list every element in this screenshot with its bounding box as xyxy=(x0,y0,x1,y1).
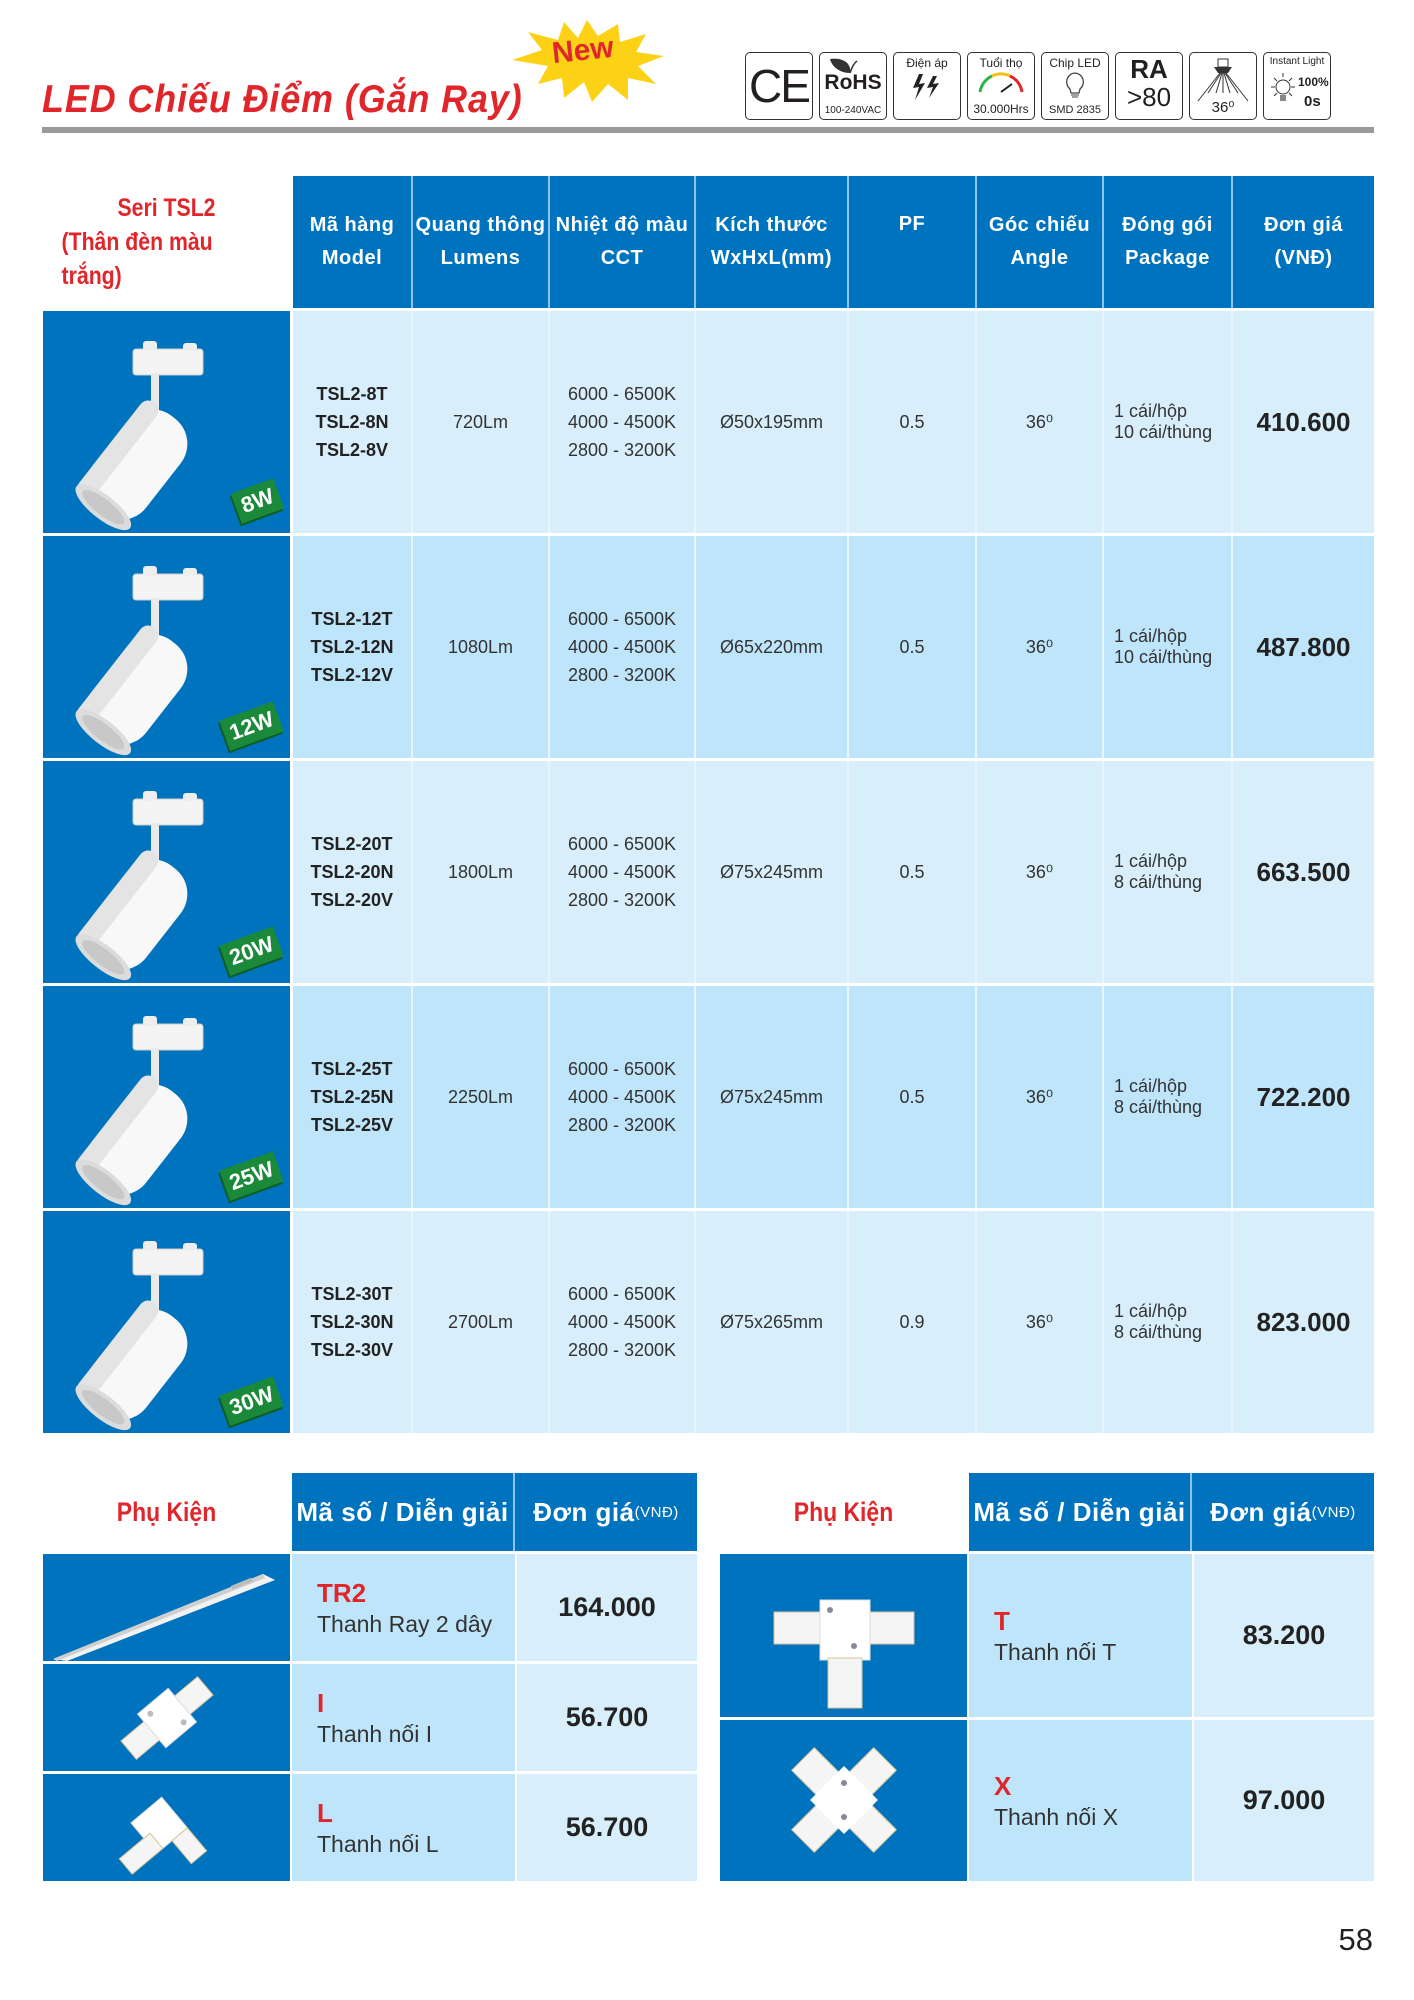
new-badge xyxy=(508,18,666,104)
cct-cell: 6000 - 6500K 4000 - 4500K 2800 - 3200K xyxy=(550,986,696,1208)
accessory-code: L xyxy=(317,1797,333,1828)
accessory-row xyxy=(43,1774,697,1881)
pf-cell: 0.5 xyxy=(849,536,977,758)
title-divider xyxy=(42,127,1374,133)
t-connector-icon xyxy=(720,1554,967,1717)
ra-icon: RA xyxy=(1130,54,1168,84)
size-cell: Ø65x220mm xyxy=(696,536,849,758)
package-cell: 1 cái/hộp 10 cái/thùng xyxy=(1104,311,1233,533)
col-header-size: Kích thước WxHxL(mm) xyxy=(696,176,849,308)
table-row xyxy=(43,311,1374,533)
beam-angle-badge: 36⁰ xyxy=(1189,52,1257,120)
accessory-name: Thanh nối T xyxy=(994,1638,1117,1665)
lightning-icon xyxy=(909,74,945,100)
model-cell: TSL2-8T TSL2-8N TSL2-8V xyxy=(293,311,413,533)
ra-badge: RA >80 xyxy=(1115,52,1183,120)
price-cell: 487.800 xyxy=(1256,632,1351,662)
angle-cell: 36⁰ xyxy=(977,1211,1104,1433)
package-cell: 1 cái/hộp 10 cái/thùng xyxy=(1104,536,1233,758)
accessory-code: I xyxy=(317,1687,325,1718)
accessory-price: 56.700 xyxy=(517,1774,697,1881)
lumens-cell: 1080Lm xyxy=(413,536,550,758)
page-title: LED Chiếu Điểm (Gắn Ray) xyxy=(42,78,523,121)
table-row xyxy=(43,986,1374,1208)
model-cell: TSL2-30T TSL2-30N TSL2-30V xyxy=(293,1211,413,1433)
cct-cell: 6000 - 6500K 4000 - 4500K 2800 - 3200K xyxy=(550,536,696,758)
price-cell: 823.000 xyxy=(1256,1307,1351,1337)
table-row xyxy=(43,761,1374,983)
angle-cell: 36⁰ xyxy=(977,311,1104,533)
model-cell: TSL2-25T TSL2-25N TSL2-25V xyxy=(293,986,413,1208)
accessories-header xyxy=(292,1473,697,1551)
wattage-badge: 25W xyxy=(219,1151,284,1201)
accessories-title: Phụ Kiện xyxy=(793,1496,894,1527)
lumens-cell: 2250Lm xyxy=(413,986,550,1208)
col-header-price: Đơn giá (VNĐ) xyxy=(1233,176,1374,308)
new-badge-label: New xyxy=(550,30,616,71)
accessory-name: Thanh nối L xyxy=(317,1830,439,1857)
col-header-package: Đóng gói Package xyxy=(1104,176,1233,308)
size-cell: Ø75x245mm xyxy=(696,761,849,983)
size-cell: Ø75x265mm xyxy=(696,1211,849,1433)
price-cell: 663.500 xyxy=(1256,857,1351,887)
model-cell: TSL2-12T TSL2-12N TSL2-12V xyxy=(293,536,413,758)
voltage-badge: Điện áp xyxy=(893,52,961,120)
beam-angle-icon xyxy=(1194,57,1252,103)
wattage-badge: 8W xyxy=(231,478,284,523)
track-rail-icon xyxy=(43,1554,290,1661)
accessory-image xyxy=(43,1774,290,1881)
angle-cell: 36⁰ xyxy=(977,536,1104,758)
accessory-image xyxy=(720,1554,967,1717)
package-cell: 1 cái/hộp 8 cái/thùng xyxy=(1104,986,1233,1208)
x-connector-icon xyxy=(720,1720,967,1881)
product-image xyxy=(43,761,290,983)
col-header-pf: PF xyxy=(849,176,977,308)
instant-light-badge: Instant Light 100% 0s xyxy=(1263,52,1331,120)
col-header-lumens: Quang thông Lumens xyxy=(413,176,550,308)
accessory-code: T xyxy=(994,1605,1010,1636)
pf-cell: 0.9 xyxy=(849,1211,977,1433)
bulb-icon xyxy=(1064,71,1086,99)
series-title: Seri TSL2 (Thân đèn màu trắng) xyxy=(61,194,216,290)
cct-cell: 6000 - 6500K 4000 - 4500K 2800 - 3200K xyxy=(550,761,696,983)
accessory-row xyxy=(720,1720,1374,1881)
accessories-title: Phụ Kiện xyxy=(116,1496,217,1527)
accessory-image xyxy=(43,1664,290,1771)
pf-cell: 0.5 xyxy=(849,311,977,533)
price-cell: 722.200 xyxy=(1256,1082,1351,1112)
col-header-price: Đơn giá (VNĐ) xyxy=(1192,1473,1374,1551)
table-row xyxy=(43,536,1374,758)
lifetime-badge: Tuổi thọ 30.000Hrs xyxy=(967,52,1035,120)
cct-cell: 6000 - 6500K 4000 - 4500K 2800 - 3200K xyxy=(550,1211,696,1433)
cct-cell: 6000 - 6500K 4000 - 4500K 2800 - 3200K xyxy=(550,311,696,533)
chip-led-badge: Chip LED SMD 2835 xyxy=(1041,52,1109,120)
wattage-badge: 20W xyxy=(219,926,284,976)
accessory-name: Thanh Ray 2 dây xyxy=(317,1610,493,1637)
wattage-badge: 30W xyxy=(219,1376,284,1426)
l-connector-icon xyxy=(43,1774,290,1881)
col-header-model: Mã hàng Model xyxy=(293,176,413,308)
col-header-cct: Nhiệt độ màu CCT xyxy=(550,176,696,308)
pf-cell: 0.5 xyxy=(849,761,977,983)
accessory-image xyxy=(720,1720,967,1881)
accessories-header xyxy=(969,1473,1374,1551)
product-image xyxy=(43,311,290,533)
lumens-cell: 720Lm xyxy=(413,311,550,533)
gauge-icon xyxy=(976,72,1026,94)
product-image xyxy=(43,986,290,1208)
accessory-price: 56.700 xyxy=(517,1664,697,1771)
accessory-price: 97.000 xyxy=(1194,1720,1374,1881)
certification-badges xyxy=(745,52,1331,120)
accessory-name: Thanh nối I xyxy=(317,1720,433,1747)
accessory-code: X xyxy=(994,1770,1012,1801)
package-cell: 1 cái/hộp 8 cái/thùng xyxy=(1104,1211,1233,1433)
rohs-leaf-icon xyxy=(828,57,858,75)
col-header-price: Đơn giá (VNĐ) xyxy=(515,1473,697,1551)
pf-cell: 0.5 xyxy=(849,986,977,1208)
accessory-row xyxy=(720,1554,1374,1717)
ce-mark-badge xyxy=(745,52,813,120)
angle-cell: 36⁰ xyxy=(977,986,1104,1208)
accessory-image xyxy=(43,1554,290,1661)
accessory-price: 83.200 xyxy=(1194,1554,1374,1717)
wattage-badge: 12W xyxy=(219,701,284,751)
table-header xyxy=(293,176,1374,308)
product-image xyxy=(43,536,290,758)
price-cell: 410.600 xyxy=(1256,407,1351,437)
lumens-cell: 2700Lm xyxy=(413,1211,550,1433)
package-cell: 1 cái/hộp 8 cái/thùng xyxy=(1104,761,1233,983)
page-number: 58 xyxy=(1338,1922,1373,1957)
size-cell: Ø50x195mm xyxy=(696,311,849,533)
col-header-description: Mã số / Diễn giải xyxy=(969,1473,1192,1551)
model-cell: TSL2-20T TSL2-20N TSL2-20V xyxy=(293,761,413,983)
ce-mark-icon: CE xyxy=(749,60,809,112)
accessory-code: TR2 xyxy=(317,1577,367,1608)
size-cell: Ø75x245mm xyxy=(696,986,849,1208)
lumens-cell: 1800Lm xyxy=(413,761,550,983)
accessory-price: 164.000 xyxy=(517,1554,697,1661)
table-row xyxy=(43,1211,1374,1433)
i-connector-icon xyxy=(43,1664,290,1771)
col-header-description: Mã số / Diễn giải xyxy=(292,1473,515,1551)
col-header-angle: Góc chiếu Angle xyxy=(977,176,1104,308)
product-image xyxy=(43,1211,290,1433)
accessory-name: Thanh nối X xyxy=(994,1803,1119,1830)
angle-cell: 36⁰ xyxy=(977,761,1104,983)
accessory-row xyxy=(43,1554,697,1661)
accessory-row xyxy=(43,1664,697,1771)
instant-light-icon xyxy=(1268,71,1298,107)
rohs-badge: RoHS 100-240VAC xyxy=(819,52,887,120)
